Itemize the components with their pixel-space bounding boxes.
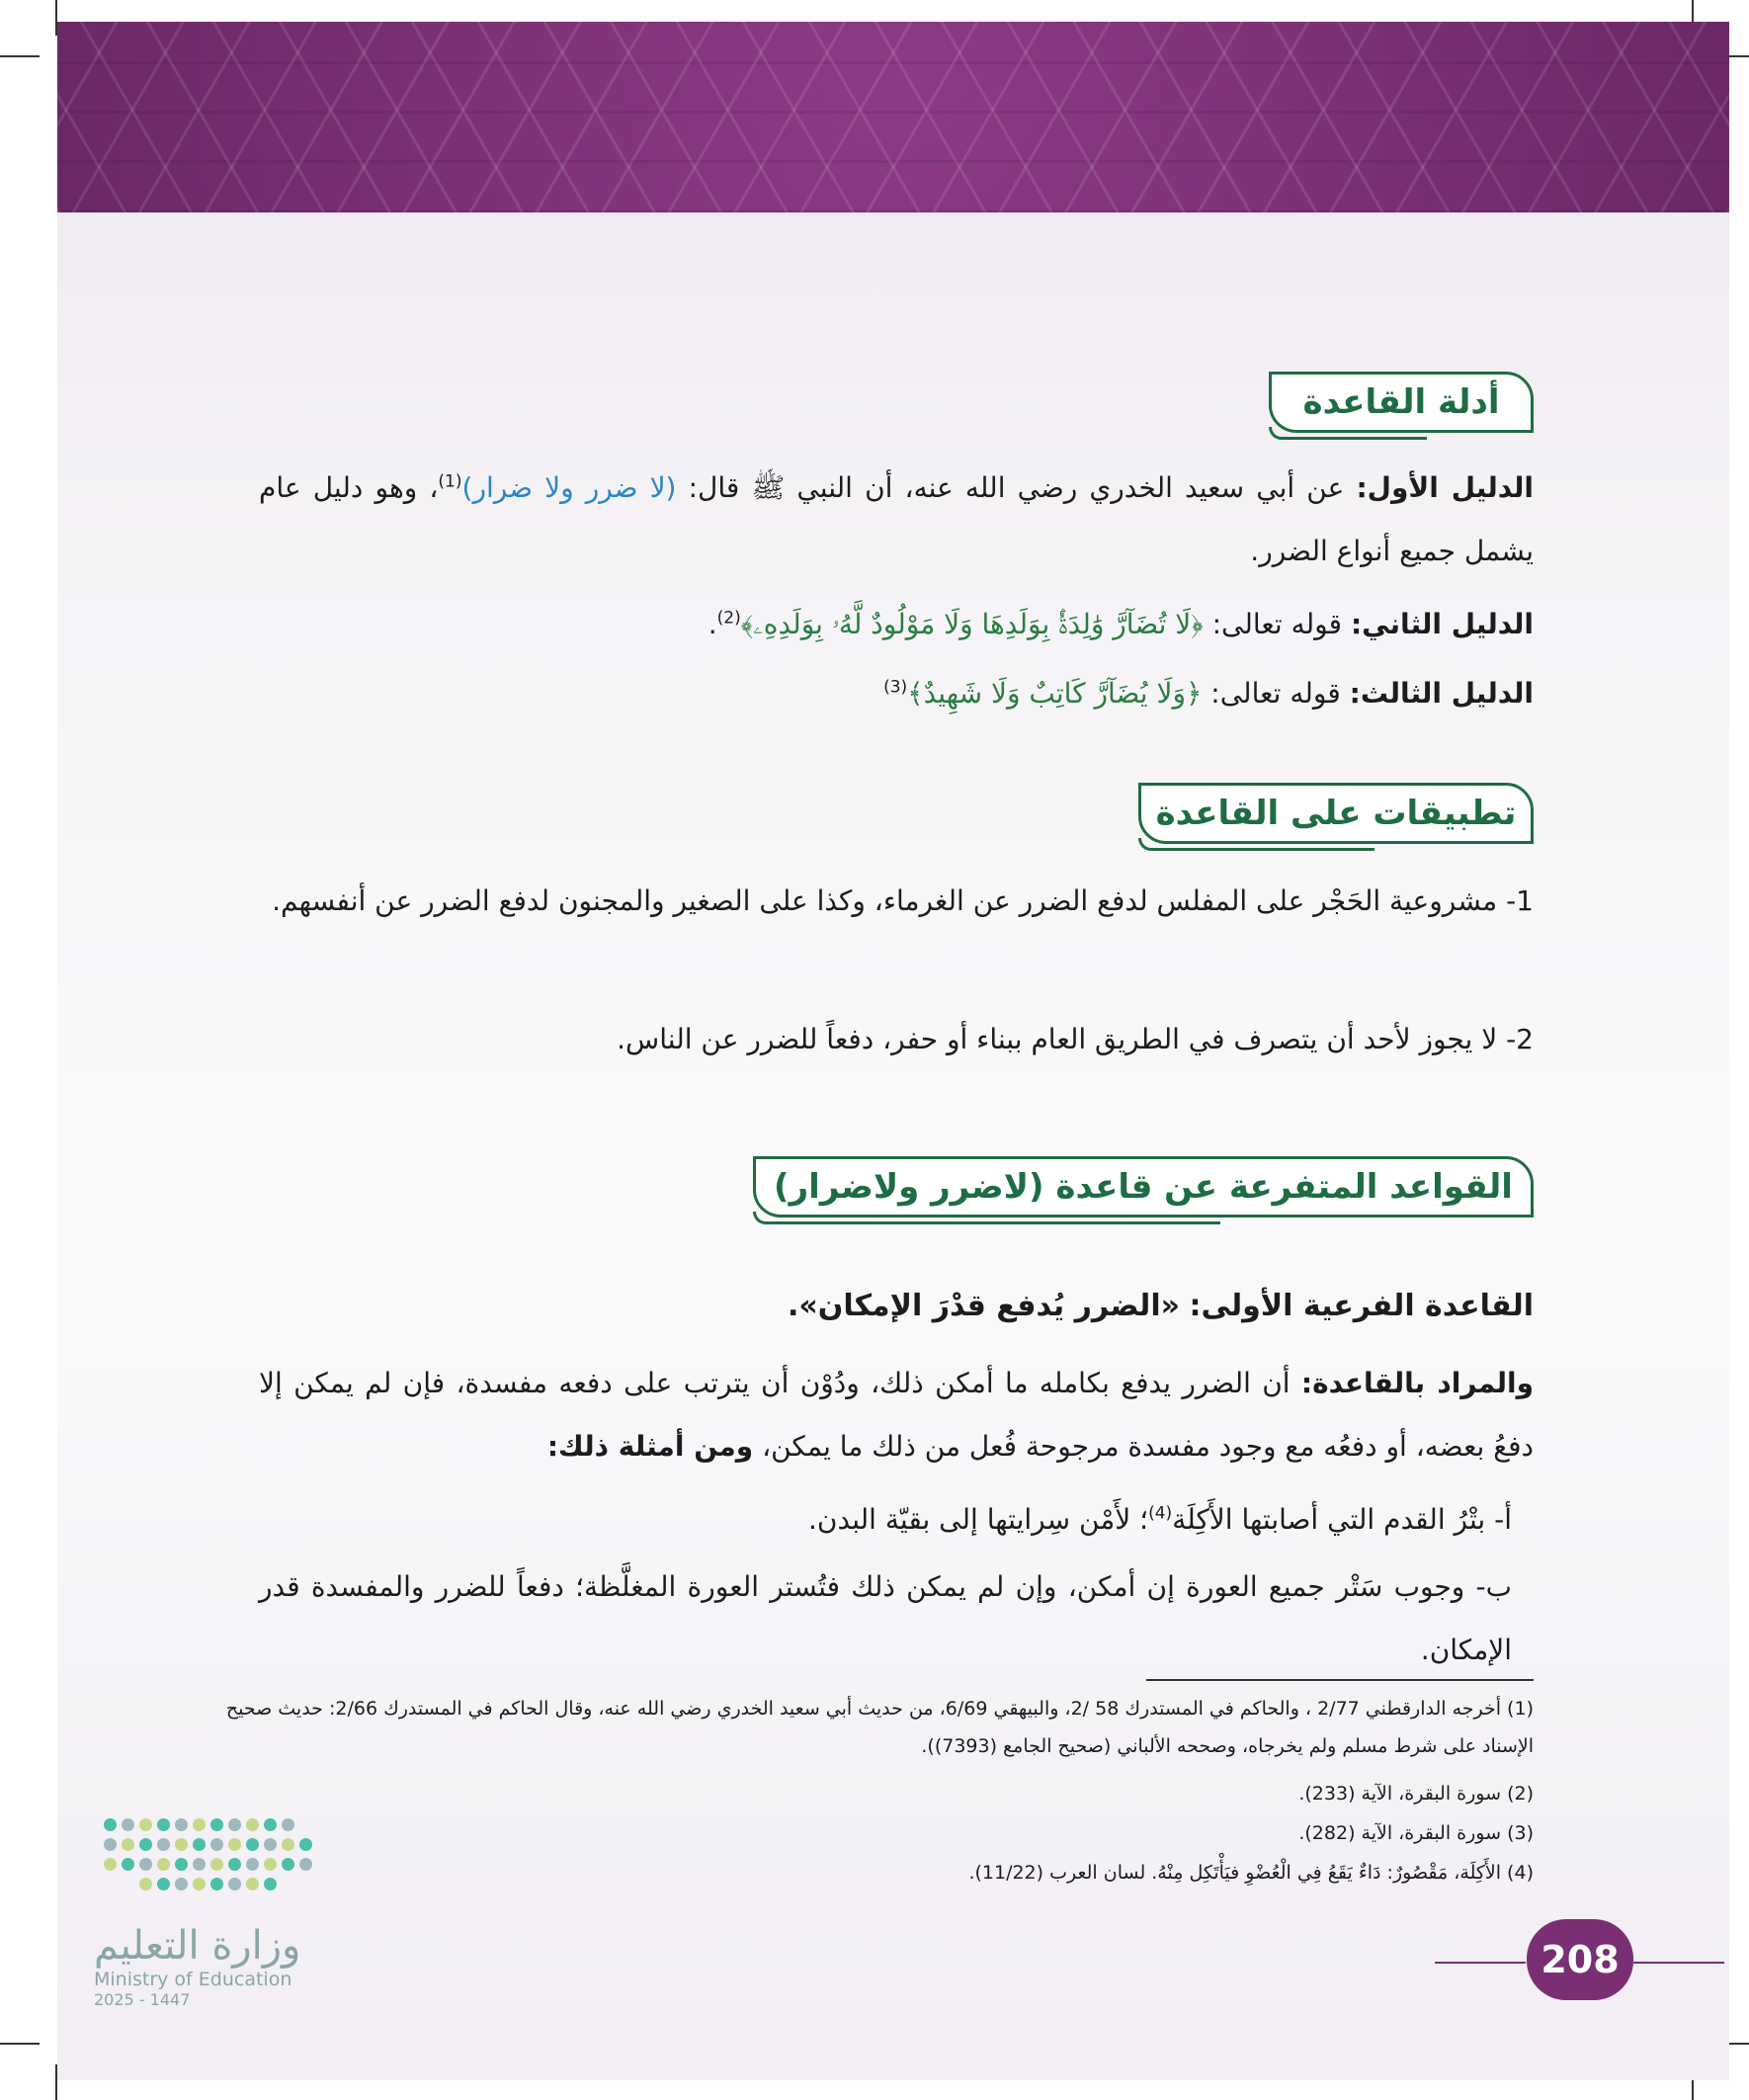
heading-derived: [753, 1156, 1534, 1218]
logo-arabic: وزارة التعليم: [94, 1923, 301, 1969]
derived-meaning-label: والمراد بالقاعدة:: [1300, 1367, 1535, 1399]
footnote-divider: [1146, 1679, 1534, 1681]
derived-examples-label: ومن أمثلة ذلك:: [546, 1430, 754, 1463]
example-a-text-after: ؛ لأَمْن سِرايتها إلى بقيّة البدن.: [808, 1503, 1149, 1536]
logo-dot: [282, 1838, 294, 1851]
logo-dot: [193, 1838, 206, 1851]
logo-dot: [175, 1818, 188, 1831]
derived-rule-label: القاعدة الفرعية الأولى:: [1189, 1289, 1534, 1323]
logo-dot: [139, 1878, 152, 1890]
logo-dot: [122, 1838, 134, 1851]
logo-dot: [175, 1878, 188, 1890]
evidence-first: [259, 457, 1534, 583]
logo-dot: [139, 1858, 152, 1871]
logo-dot: [282, 1858, 294, 1871]
verse-third: ﴿وَلَا يُضَآرَّ كَاتِبٌ وَلَا شَهِيدٌ﴾: [907, 677, 1203, 710]
logo-dot: [157, 1838, 170, 1851]
example-b: [259, 1555, 1512, 1682]
ministry-logo: [94, 1818, 321, 2009]
footnote-ref-1: (1): [438, 471, 462, 492]
heading-evidence-text: أدلة القاعدة: [1302, 382, 1500, 422]
footnote: [219, 1854, 1534, 1891]
evidence-third-label: الدليل الثالث:: [1349, 677, 1534, 710]
heading-applications-text: تطبيقات على القاعدة: [1155, 794, 1517, 833]
footnote-text: (1) أخرجه الدارقطني 2/77 ، والحاكم في المستدرك 58 /2، والبيهقي 6/69، من حديث أبي سعيد الخدري رضي الله عنه، وقال الحاكم في المستدرك 2/66: حديث صحيح الإسناد على شرط مسلم ولم يخرجاه، وصححه الألباني (صحيح الجامع (7393)).: [225, 1698, 1534, 1757]
footnote-ref-4: (4): [1148, 1503, 1173, 1524]
evidence-second-label: الدليل الثاني:: [1350, 608, 1534, 640]
footnote-text: (4) الأَكِلَة، مَقْصُورٌ: دَاءٌ يَقَعُ فِي الْعُضْوِ فيَأْتَكِل مِنْهُ. لسان العرب (11/22).: [968, 1862, 1534, 1884]
page-number-rule: [1435, 1962, 1526, 1964]
logo-dot: [246, 1878, 259, 1890]
logo-dot: [157, 1818, 170, 1831]
crop-mark: [0, 2043, 40, 2045]
heading-derived-text: القواعد المتفرعة عن قاعدة (لاضرر ولاضرار): [774, 1167, 1513, 1207]
logo-dot: [210, 1878, 223, 1890]
application-text: 1- مشروعية الحَجْر على المفلس لدفع الضرر عن الغرماء، وكذا على الصغير والمجنون لدفع الضرر عن أنفسهم.: [272, 884, 1534, 917]
logo-dot: [193, 1858, 206, 1871]
evidence-third-text-before: قوله تعالى:: [1210, 677, 1341, 710]
decorative-banner: [57, 22, 1729, 212]
example-a: [259, 1488, 1512, 1552]
logo-year: 2025 - 1447: [94, 1990, 191, 2009]
derived-rule-text: «الضرر يُدفع قدْرَ الإمكان».: [787, 1289, 1180, 1323]
example-b-text: ب- وجوب سَتْر جميع العورة إن أمكن، وإن لم يمكن ذلك فتُستر العورة المغلَّظة؛ دفعاً للضرر والمفسدة قدر الإمكان.: [259, 1570, 1512, 1666]
application-item: [259, 870, 1534, 933]
logo-dot: [210, 1838, 223, 1851]
derived-rule: [259, 1275, 1534, 1338]
evidence-first-label: الدليل الأول:: [1356, 471, 1535, 504]
logo-dot: [157, 1858, 170, 1871]
logo-dot: [210, 1858, 223, 1871]
application-item: [259, 1008, 1534, 1071]
evidence-second-text-after: .: [708, 608, 717, 640]
logo-dot: [299, 1838, 312, 1851]
logo-dot: [264, 1838, 277, 1851]
evidence-first-text-after: ، وهو دليل عام يشمل جميع أنواع الضرر.: [259, 471, 1534, 567]
verse-second: ﴿لَا تُضَآرَّ وَٰلِدَةُۢ بِوَلَدِهَا وَلَا مَوْلُودٌ لَّهُۥ بِوَلَدِهِۦ﴾: [740, 608, 1204, 640]
evidence-third: [259, 662, 1534, 725]
footnote: [219, 1775, 1534, 1812]
logo-dot: [246, 1858, 259, 1871]
evidence-second-text-before: قوله تعالى:: [1211, 608, 1343, 640]
logo-dot: [122, 1858, 134, 1871]
logo-dot: [264, 1818, 277, 1831]
logo-dot: [246, 1838, 259, 1851]
heading-evidence: [1269, 372, 1534, 433]
logo-dot: [175, 1838, 188, 1851]
hadith-text: (لا ضرر ولا ضرار): [461, 471, 677, 504]
evidence-second: [259, 593, 1534, 656]
logo-dot: [122, 1818, 134, 1831]
logo-dot: [104, 1838, 117, 1851]
footnote: [219, 1690, 1534, 1765]
logo-dot: [157, 1878, 170, 1890]
footnote-ref-2: (2): [716, 608, 741, 629]
logo-dot: [246, 1818, 259, 1831]
logo-dot: [139, 1838, 152, 1851]
logo-dot: [228, 1858, 241, 1871]
derived-meaning: [259, 1352, 1534, 1478]
footnote: [219, 1814, 1534, 1852]
logo-dot: [104, 1818, 117, 1831]
evidence-first-text-before: عن أبي سعيد الخدري رضي الله عنه، أن النبي ﷺ قال:: [688, 471, 1345, 504]
logo-dot: [299, 1858, 312, 1871]
logo-dot: [264, 1858, 277, 1871]
logo-dots-icon: [104, 1818, 321, 1901]
page-number-rule: [1633, 1962, 1724, 1964]
logo-dot: [264, 1878, 277, 1890]
page-number-badge: [1527, 1919, 1633, 2000]
logo-dot: [210, 1818, 223, 1831]
logo-dot: [175, 1858, 188, 1871]
logo-dot: [193, 1818, 206, 1831]
page-number: 208: [1541, 1938, 1620, 1981]
logo-dot: [228, 1838, 241, 1851]
logo-dot: [193, 1878, 206, 1890]
footnote-text: (2) سورة البقرة، الآية (233).: [1298, 1783, 1534, 1805]
logo-dot: [228, 1818, 241, 1831]
derived-meaning-text: أن الضرر يدفع بكامله ما أمكن ذلك، ودُوْن أن يترتب على دفعه مفسدة، فإن لم يمكن إلا دفعُ بعضه، أو دفعُه مع وجود مفسدة مرجوحة فُعل من ذلك ما يمكن،: [259, 1367, 1534, 1463]
heading-applications: [1138, 783, 1534, 844]
logo-dot: [282, 1818, 294, 1831]
footnote-ref-3: (3): [883, 677, 908, 698]
logo-dot: [139, 1818, 152, 1831]
logo-dot: [228, 1878, 241, 1890]
crop-mark: [0, 55, 40, 57]
logo-english: Ministry of Education: [94, 1969, 292, 1990]
example-a-text-before: أ- بتْرُ القدم التي أصابتها الأَكِلَة: [1172, 1503, 1512, 1536]
footnote-text: (3) سورة البقرة، الآية (282).: [1298, 1822, 1534, 1844]
logo-dot: [104, 1858, 117, 1871]
application-text: 2- لا يجوز لأحد أن يتصرف في الطريق العام ببناء أو حفر، دفعاً للضرر عن الناس.: [617, 1023, 1534, 1055]
